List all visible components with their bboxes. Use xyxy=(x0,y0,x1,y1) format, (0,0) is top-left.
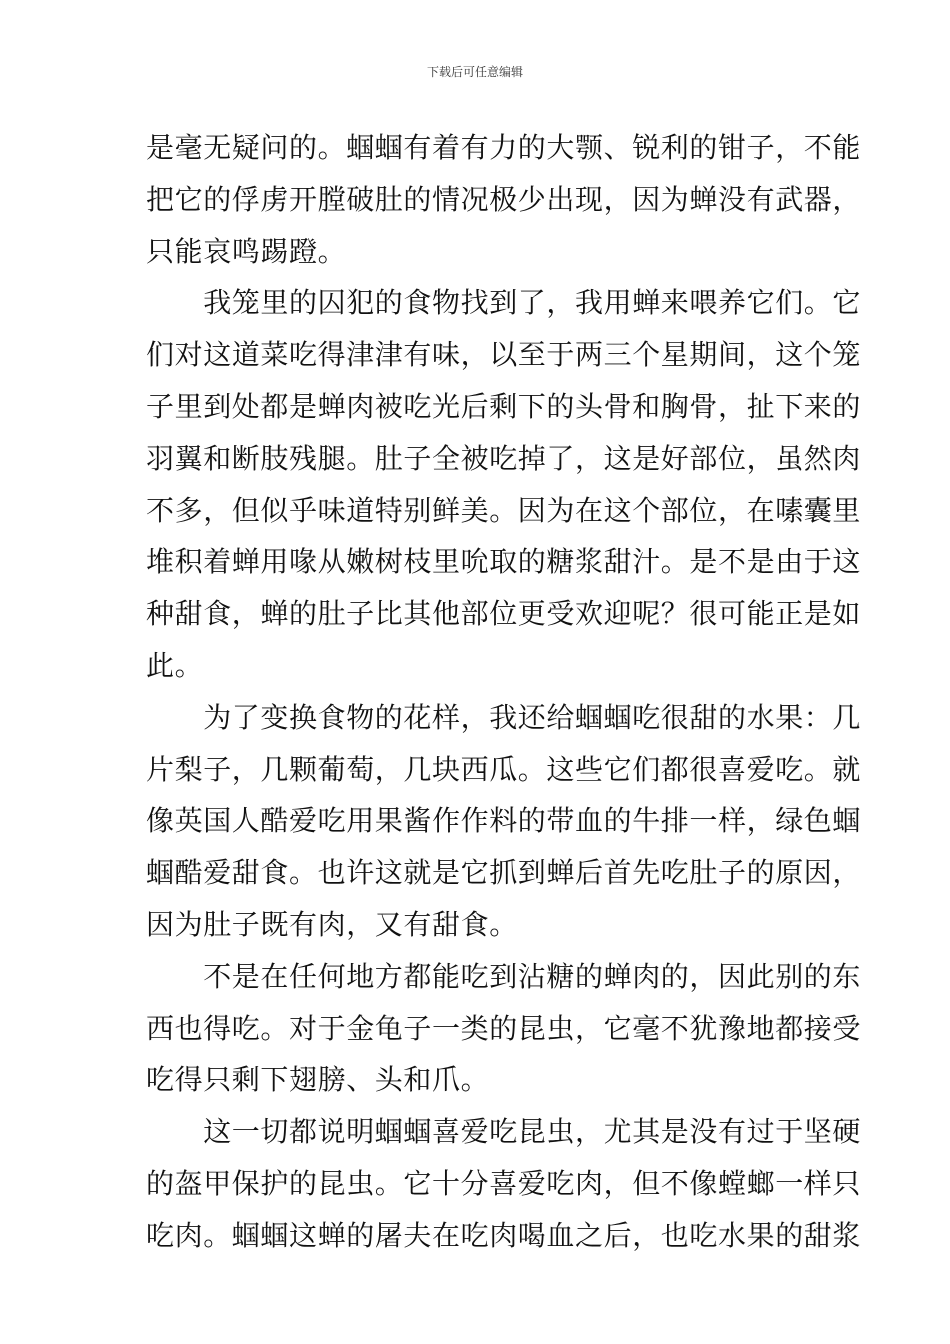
text-line: 羽翼和断肢残腿。肚子全被吃掉了，这是好部位，虽然肉 xyxy=(146,441,862,475)
text-line: 只能哀鸣踢蹬。 xyxy=(146,234,347,268)
text-line: 子里到处都是蝉肉被吃光后剩下的头骨和胸骨，扯下来的 xyxy=(146,390,862,423)
text-line: 种甜食，蝉的肚子比其他部位更受欢迎呢？很可能正是如 xyxy=(146,597,862,631)
page-header: 下载后可任意编辑 xyxy=(426,65,523,79)
text-line: 像英国人酷爱吃用果酱作作料的带血的牛排一样，绿色蝈 xyxy=(146,804,862,838)
text-line: 堆积着蝉用喙从嫩树枝里吮取的糖浆甜汁。是不是由于这 xyxy=(146,545,862,579)
text-line: 们对这道菜吃得津津有味，以至于两三个星期间，这个笼 xyxy=(146,338,862,372)
text-line: 此。 xyxy=(146,649,204,682)
text-line: 片梨子，几颗葡萄，几块西瓜。这些它们都很喜爱吃。就 xyxy=(146,752,862,786)
text-line: 我笼里的囚犯的食物找到了，我用蝉来喂养它们。它 xyxy=(146,286,862,320)
text-line: 蝈酷爱甜食。也许这就是它抓到蝉后首先吃肚子的原因， xyxy=(146,856,862,890)
text-line: 的盔甲保护的昆虫。它十分喜爱吃肉，但不像螳螂一样只 xyxy=(146,1167,862,1200)
text-line: 西也得吃。对于金龟子一类的昆虫，它毫不犹豫地都接受 xyxy=(146,1011,862,1045)
text-line: 吃肉。蝈蝈这蝉的屠夫在吃肉喝血之后，也吃水果的甜浆 xyxy=(146,1218,862,1252)
text-line: 不多，但似乎味道特别鲜美。因为在这个部位，在嗉囊里 xyxy=(146,493,862,527)
text-line: 不是在任何地方都能吃到沾糖的蝉肉的，因此别的东 xyxy=(146,959,862,993)
text-line: 这一切都说明蝈蝈喜爱吃昆虫，尤其是没有过于坚硬 xyxy=(146,1115,862,1149)
text-line: 为了变换食物的花样，我还给蝈蝈吃很甜的水果：几 xyxy=(146,700,862,734)
text-line: 因为肚子既有肉，又有甜食。 xyxy=(146,908,518,941)
text-line: 吃得只剩下翅膀、头和爪。 xyxy=(146,1063,490,1097)
text-line: 把它的俘虏开膛破肚的情况极少出现，因为蝉没有武器， xyxy=(146,182,862,216)
text-line: 是毫无疑问的。蝈蝈有着有力的大颚、锐利的钳子，不能 xyxy=(146,131,862,164)
